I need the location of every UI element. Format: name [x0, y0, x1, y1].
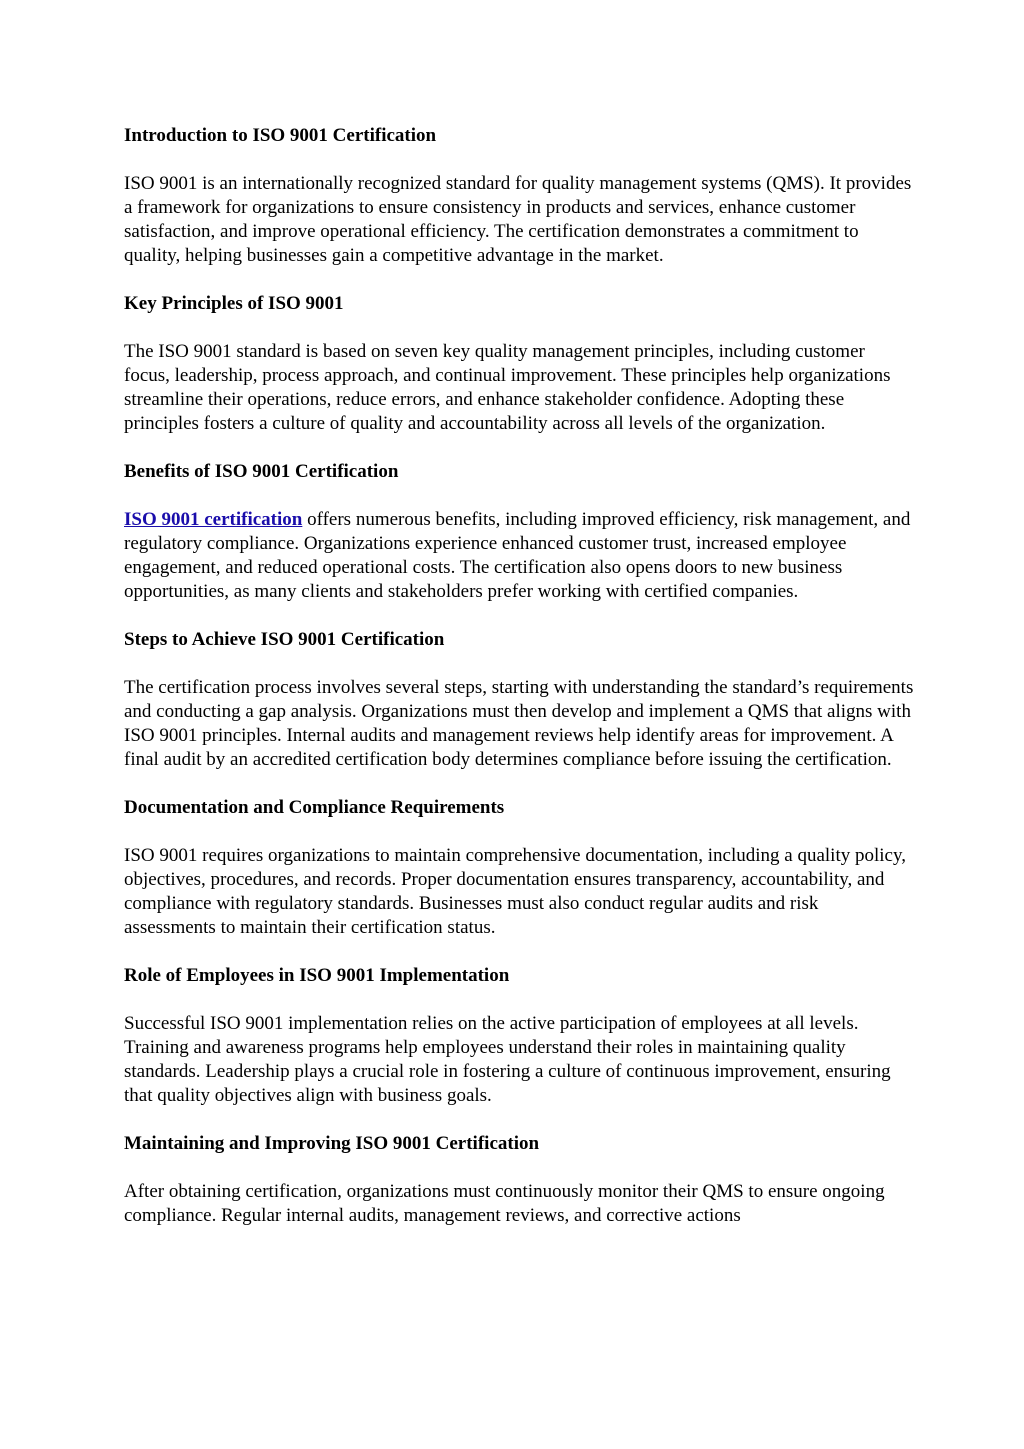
paragraph-steps: The certification process involves several steps, starting with understanding the standard’s requirements and conducting a gap analysis. Organizations must then develop and implement a QMS that aligns with ISO 9001 principles. Internal audits and management reviews help identify areas for improvement. A final audit by an accredited certification body determines compliance before issuing the certification.: [124, 677, 914, 770]
paragraph-benefits: [124, 508, 914, 604]
document-page: [124, 124, 914, 1252]
paragraph-maintaining: After obtaining certification, organizations must continuously monitor their QMS to ensure ongoing compliance. Regular internal audits, management reviews, and corrective actions: [124, 1181, 885, 1226]
paragraph-documentation: ISO 9001 requires organizations to maintain comprehensive documentation, including a quality policy, objectives, procedures, and records. Proper documentation ensures transparency, accountability, and compliance with regulatory standards. Businesses must also conduct regular audits and risk assessments to maintain their certification status.: [124, 845, 906, 938]
iso-certification-link[interactable]: ISO 9001 certification: [124, 509, 303, 530]
heading-steps: Steps to Achieve ISO 9001 Certification: [124, 629, 445, 650]
heading-role-of-employees: Role of Employees in ISO 9001 Implementation: [124, 965, 510, 986]
paragraph-key-principles: The ISO 9001 standard is based on seven key quality management principles, including customer focus, leadership, process approach, and continual improvement. These principles help organizations streamline their operations, reduce errors, and enhance stakeholder confidence. Adopting these principles fosters a culture of quality and accountability across all levels of the organization.: [124, 341, 891, 434]
paragraph-benefits-text: offers numerous benefits, including improved efficiency, risk management, and regulatory compliance. Organizations experience enhanced customer trust, increased employee engagement, and reduced operational costs. The certification also opens doors to new business opportunities, as many clients and stakeholders prefer working with certified companies.: [124, 509, 911, 602]
heading-documentation: Documentation and Compliance Requirements: [124, 797, 505, 818]
heading-introduction: Introduction to ISO 9001 Certification: [124, 125, 437, 146]
heading-key-principles: Key Principles of ISO 9001: [124, 293, 344, 314]
paragraph-introduction: ISO 9001 is an internationally recognized standard for quality management systems (QMS). It provides a framework for organizations to ensure consistency in products and services, enhance customer satisfaction, and improve operational efficiency. The certification demonstrates a commitment to quality, helping businesses gain a competitive advantage in the market.: [124, 173, 912, 266]
heading-benefits: Benefits of ISO 9001 Certification: [124, 461, 399, 482]
heading-maintaining: Maintaining and Improving ISO 9001 Certification: [124, 1133, 540, 1154]
paragraph-role-of-employees: Successful ISO 9001 implementation relies on the active participation of employees at all levels. Training and awareness programs help employees understand their roles in maintaining quality standards. Leadership plays a crucial role in fostering a culture of continuous improvement, ensuring that quality objectives align with business goals.: [124, 1013, 891, 1106]
